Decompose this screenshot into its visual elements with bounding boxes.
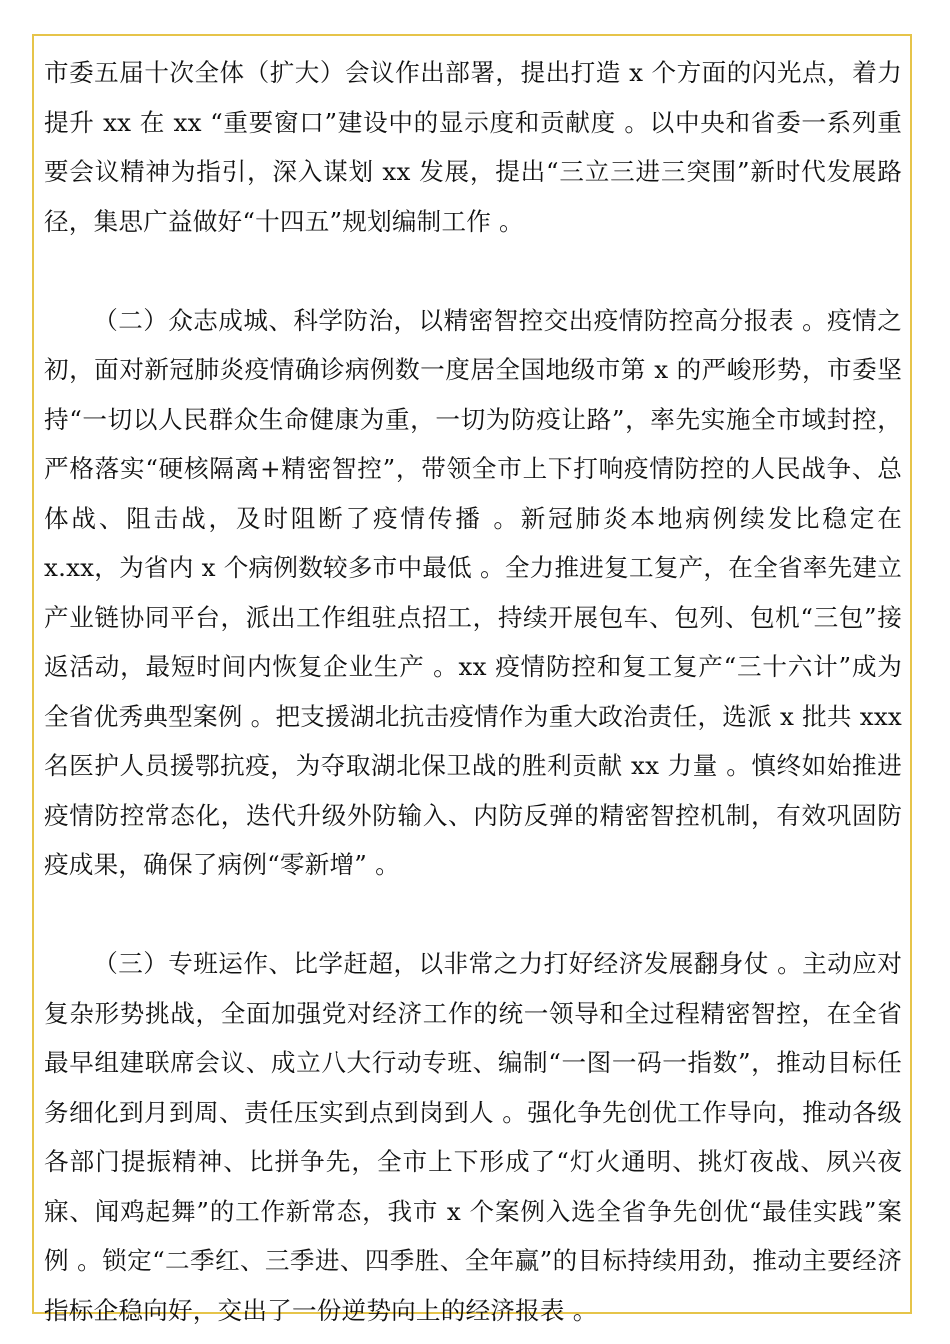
paragraph-2: （二）众志成城、科学防治，以精密智控交出疫情防控高分报表 。疫情之初，面对新冠肺炎疫情确诊病例数一度居全国地级市第 x 的严峻形势，市委坚持“一切以人民群众生命健康为重，一切为防疫让路”，率先实施全市域封控，严格落实“硬核隔离+精密智控”，带领全市上下打响疫情防控的人民战争、总体战、阻击战，及时阻断了疫情传播 。新冠肺炎本地病例续发比稳定在 x.xx，为省内 x 个病例数较多市中最低 。全力推进复工复产，在全省率先建立产业链协同平台，派出工作组驻点招工，持续开展包车、包列、包机“三包”接返活动，最短时间内恢复企业生产 。xx 疫情防控和复工复产“三十六计”成为全省优秀典型案例 。把支援湖北抗击疫情作为重大政治责任，选派 x 批共 xxx 名医护人员援鄂抗疫，为夺取湖北保卫战的胜利贡献 xx 力量 。慎终如始推进疫情防控常态化，迭代升级外防输入、内防反弹的精密智控机制，有效巩固防疫成果，确保了病例“零新增” 。 (44, 305, 902, 879)
document-body (44, 48, 902, 1335)
paragraph-1: 市委五届十次全体（扩大）会议作出部署，提出打造 x 个方面的闪光点，着力提升 xx 在 xx “重要窗口”建设中的显示度和贡献度 。以中央和省委一系列重要会议精神为指引，深入谋划 xx 发展，提出“三立三进三突围”新时代发展路径，集思广益做好“十四五”规划编制工作 。 (44, 58, 902, 236)
paragraph-spacer (44, 890, 902, 940)
paragraph-3: （三）专班运作、比学赶超，以非常之力打好经济发展翻身仗 。主动应对复杂形势挑战，全面加强党对经济工作的统一领导和全过程精密智控，在全省最早组建联席会议、成立八大行动专班、编制“一图一码一指数”，推动目标任务细化到月到周、责任压实到点到岗到人 。强化争先创优工作导向，推动各级各部门提振精神、比拼争先，全市上下形成了“灯火通明、挑灯夜战、夙兴夜寐、闻鸡起舞”的工作新常态，我市 x 个案例入选全省争先创优“最佳实践”案例 。锁定“二季红、三季进、四季胜、全年赢”的目标持续用劲，推动主要经济指标企稳向好，交出了一份逆势向上的经济报表 。 (44, 949, 902, 1325)
page-frame (32, 34, 912, 1325)
paragraph-spacer (44, 246, 902, 296)
